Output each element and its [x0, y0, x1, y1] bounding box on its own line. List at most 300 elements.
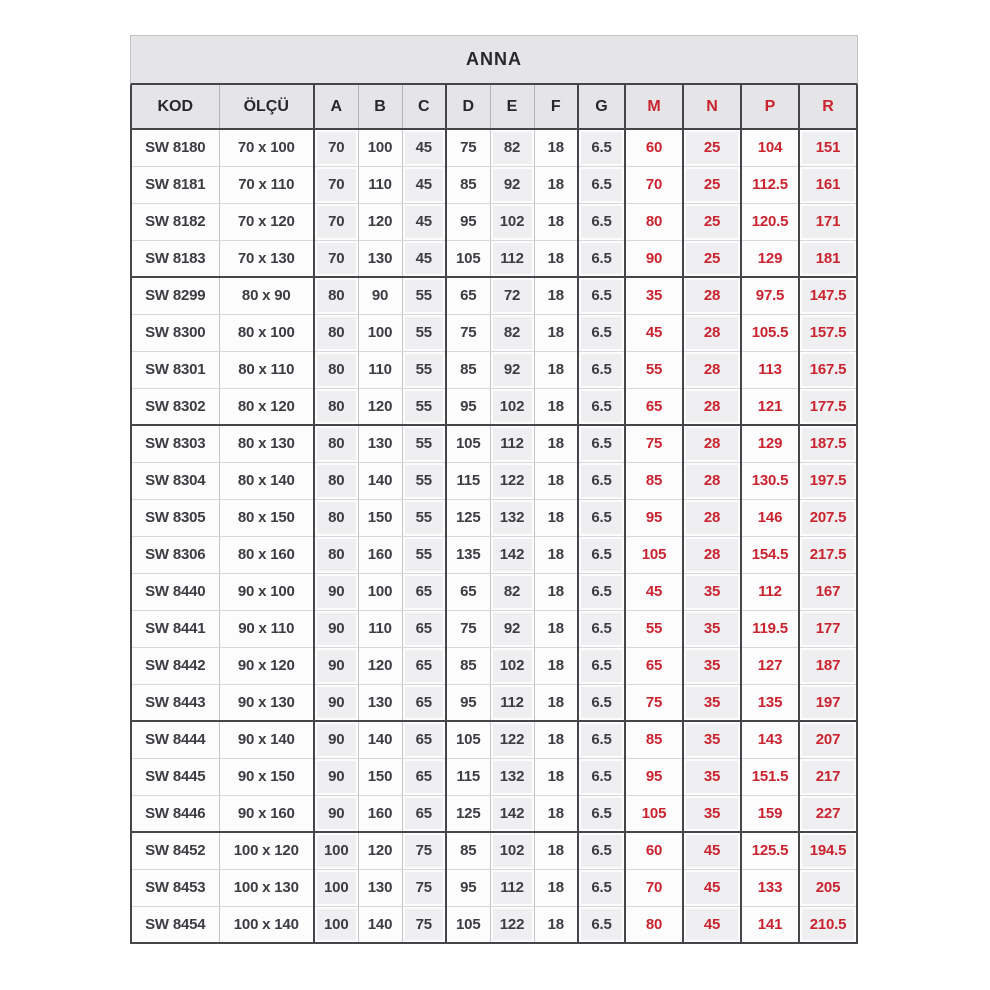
header-row	[131, 85, 857, 129]
cell-f: 18	[534, 388, 578, 425]
cell-r: 167.5	[799, 351, 857, 388]
cell-r: 205	[799, 869, 857, 906]
cell-kod: SW 8305	[131, 499, 219, 536]
cell-n: 25	[683, 240, 741, 277]
cell-p: 113	[741, 351, 799, 388]
cell-e: 92	[490, 351, 534, 388]
cell-m: 65	[625, 388, 683, 425]
table-row	[131, 536, 857, 573]
cell-b: 110	[358, 166, 402, 203]
cell-n: 28	[683, 388, 741, 425]
cell-b: 150	[358, 758, 402, 795]
cell-g: 6.5	[578, 610, 625, 647]
cell-g: 6.5	[578, 166, 625, 203]
cell-b: 160	[358, 536, 402, 573]
cell-e: 82	[490, 129, 534, 166]
cell-olcu: 90 x 120	[219, 647, 314, 684]
cell-e: 82	[490, 573, 534, 610]
col-header-n: N	[683, 85, 741, 129]
cell-m: 75	[625, 425, 683, 462]
cell-olcu: 100 x 130	[219, 869, 314, 906]
cell-m: 80	[625, 203, 683, 240]
cell-d: 115	[446, 462, 490, 499]
cell-a: 80	[314, 499, 358, 536]
cell-f: 18	[534, 758, 578, 795]
cell-olcu: 80 x 90	[219, 277, 314, 314]
table-row	[131, 832, 857, 869]
cell-a: 80	[314, 351, 358, 388]
cell-n: 28	[683, 314, 741, 351]
table-row	[131, 425, 857, 462]
cell-c: 75	[402, 832, 446, 869]
cell-d: 85	[446, 351, 490, 388]
cell-g: 6.5	[578, 573, 625, 610]
cell-olcu: 80 x 130	[219, 425, 314, 462]
cell-b: 130	[358, 869, 402, 906]
cell-olcu: 70 x 110	[219, 166, 314, 203]
cell-a: 90	[314, 758, 358, 795]
cell-r: 187.5	[799, 425, 857, 462]
cell-b: 140	[358, 462, 402, 499]
cell-r: 227	[799, 795, 857, 832]
cell-kod: SW 8441	[131, 610, 219, 647]
cell-c: 65	[402, 573, 446, 610]
cell-d: 95	[446, 203, 490, 240]
cell-e: 142	[490, 795, 534, 832]
cell-m: 55	[625, 610, 683, 647]
cell-n: 28	[683, 536, 741, 573]
cell-g: 6.5	[578, 240, 625, 277]
cell-f: 18	[534, 240, 578, 277]
cell-p: 129	[741, 425, 799, 462]
cell-olcu: 80 x 150	[219, 499, 314, 536]
cell-r: 187	[799, 647, 857, 684]
col-header-d: D	[446, 85, 490, 129]
cell-g: 6.5	[578, 462, 625, 499]
table-row	[131, 166, 857, 203]
cell-f: 18	[534, 536, 578, 573]
cell-f: 18	[534, 869, 578, 906]
cell-m: 75	[625, 684, 683, 721]
cell-n: 35	[683, 610, 741, 647]
cell-r: 197.5	[799, 462, 857, 499]
cell-p: 146	[741, 499, 799, 536]
cell-a: 80	[314, 277, 358, 314]
cell-n: 35	[683, 684, 741, 721]
dimensions-table	[130, 85, 858, 944]
cell-d: 125	[446, 499, 490, 536]
cell-p: 112	[741, 573, 799, 610]
cell-p: 141	[741, 906, 799, 943]
table-body	[131, 129, 857, 943]
cell-m: 105	[625, 536, 683, 573]
cell-kod: SW 8183	[131, 240, 219, 277]
cell-p: 112.5	[741, 166, 799, 203]
cell-c: 55	[402, 351, 446, 388]
cell-r: 197	[799, 684, 857, 721]
cell-d: 135	[446, 536, 490, 573]
cell-d: 95	[446, 684, 490, 721]
cell-r: 177	[799, 610, 857, 647]
cell-b: 150	[358, 499, 402, 536]
cell-d: 85	[446, 647, 490, 684]
cell-e: 122	[490, 906, 534, 943]
cell-d: 105	[446, 906, 490, 943]
cell-n: 35	[683, 721, 741, 758]
cell-g: 6.5	[578, 684, 625, 721]
cell-olcu: 100 x 140	[219, 906, 314, 943]
cell-a: 90	[314, 610, 358, 647]
cell-r: 210.5	[799, 906, 857, 943]
cell-n: 25	[683, 129, 741, 166]
cell-kod: SW 8443	[131, 684, 219, 721]
cell-m: 55	[625, 351, 683, 388]
cell-m: 105	[625, 795, 683, 832]
cell-m: 70	[625, 166, 683, 203]
cell-g: 6.5	[578, 536, 625, 573]
cell-f: 18	[534, 425, 578, 462]
cell-r: 217	[799, 758, 857, 795]
cell-p: 127	[741, 647, 799, 684]
cell-olcu: 80 x 110	[219, 351, 314, 388]
cell-e: 112	[490, 684, 534, 721]
cell-olcu: 80 x 160	[219, 536, 314, 573]
cell-olcu: 80 x 100	[219, 314, 314, 351]
cell-c: 55	[402, 277, 446, 314]
cell-c: 65	[402, 721, 446, 758]
cell-p: 120.5	[741, 203, 799, 240]
cell-n: 28	[683, 462, 741, 499]
cell-a: 70	[314, 203, 358, 240]
col-header-kod: KOD	[131, 85, 219, 129]
cell-kod: SW 8453	[131, 869, 219, 906]
cell-c: 45	[402, 240, 446, 277]
cell-kod: SW 8452	[131, 832, 219, 869]
cell-e: 142	[490, 536, 534, 573]
cell-r: 147.5	[799, 277, 857, 314]
cell-e: 122	[490, 721, 534, 758]
cell-d: 105	[446, 425, 490, 462]
cell-e: 82	[490, 314, 534, 351]
cell-kod: SW 8306	[131, 536, 219, 573]
table-row	[131, 573, 857, 610]
cell-a: 100	[314, 832, 358, 869]
cell-m: 70	[625, 869, 683, 906]
table-row	[131, 277, 857, 314]
cell-p: 104	[741, 129, 799, 166]
cell-b: 120	[358, 203, 402, 240]
cell-d: 105	[446, 721, 490, 758]
cell-f: 18	[534, 573, 578, 610]
cell-g: 6.5	[578, 351, 625, 388]
table-row	[131, 462, 857, 499]
cell-p: 121	[741, 388, 799, 425]
cell-c: 55	[402, 536, 446, 573]
cell-f: 18	[534, 684, 578, 721]
cell-c: 75	[402, 906, 446, 943]
cell-f: 18	[534, 351, 578, 388]
cell-b: 100	[358, 129, 402, 166]
cell-kod: SW 8454	[131, 906, 219, 943]
col-header-a: A	[314, 85, 358, 129]
cell-d: 105	[446, 240, 490, 277]
cell-kod: SW 8440	[131, 573, 219, 610]
cell-a: 80	[314, 536, 358, 573]
cell-c: 55	[402, 499, 446, 536]
cell-r: 181	[799, 240, 857, 277]
cell-d: 95	[446, 388, 490, 425]
cell-m: 60	[625, 832, 683, 869]
cell-b: 130	[358, 684, 402, 721]
cell-e: 112	[490, 869, 534, 906]
cell-g: 6.5	[578, 906, 625, 943]
cell-a: 100	[314, 869, 358, 906]
cell-n: 45	[683, 832, 741, 869]
cell-c: 55	[402, 314, 446, 351]
cell-d: 75	[446, 610, 490, 647]
cell-f: 18	[534, 610, 578, 647]
cell-b: 110	[358, 610, 402, 647]
cell-p: 133	[741, 869, 799, 906]
cell-p: 143	[741, 721, 799, 758]
cell-d: 75	[446, 129, 490, 166]
cell-r: 177.5	[799, 388, 857, 425]
cell-e: 132	[490, 499, 534, 536]
cell-m: 80	[625, 906, 683, 943]
cell-e: 112	[490, 425, 534, 462]
cell-d: 125	[446, 795, 490, 832]
cell-r: 167	[799, 573, 857, 610]
cell-kod: SW 8300	[131, 314, 219, 351]
cell-d: 75	[446, 314, 490, 351]
cell-m: 35	[625, 277, 683, 314]
col-header-m: M	[625, 85, 683, 129]
cell-f: 18	[534, 795, 578, 832]
cell-p: 159	[741, 795, 799, 832]
cell-b: 120	[358, 647, 402, 684]
cell-kod: SW 8302	[131, 388, 219, 425]
cell-r: 151	[799, 129, 857, 166]
cell-g: 6.5	[578, 277, 625, 314]
cell-p: 125.5	[741, 832, 799, 869]
cell-a: 80	[314, 314, 358, 351]
cell-a: 90	[314, 684, 358, 721]
cell-g: 6.5	[578, 388, 625, 425]
cell-c: 55	[402, 388, 446, 425]
cell-g: 6.5	[578, 425, 625, 462]
cell-kod: SW 8303	[131, 425, 219, 462]
cell-b: 140	[358, 906, 402, 943]
cell-a: 90	[314, 573, 358, 610]
cell-d: 115	[446, 758, 490, 795]
cell-e: 102	[490, 388, 534, 425]
cell-olcu: 70 x 120	[219, 203, 314, 240]
cell-p: 97.5	[741, 277, 799, 314]
cell-n: 25	[683, 166, 741, 203]
cell-olcu: 90 x 130	[219, 684, 314, 721]
cell-g: 6.5	[578, 721, 625, 758]
table-row	[131, 869, 857, 906]
cell-p: 154.5	[741, 536, 799, 573]
cell-olcu: 90 x 150	[219, 758, 314, 795]
cell-n: 35	[683, 758, 741, 795]
cell-r: 161	[799, 166, 857, 203]
cell-kod: SW 8442	[131, 647, 219, 684]
cell-olcu: 80 x 120	[219, 388, 314, 425]
cell-f: 18	[534, 499, 578, 536]
cell-c: 65	[402, 647, 446, 684]
cell-kod: SW 8181	[131, 166, 219, 203]
cell-a: 90	[314, 795, 358, 832]
cell-e: 102	[490, 832, 534, 869]
table-row	[131, 203, 857, 240]
cell-n: 28	[683, 277, 741, 314]
cell-olcu: 100 x 120	[219, 832, 314, 869]
cell-g: 6.5	[578, 795, 625, 832]
cell-n: 45	[683, 869, 741, 906]
cell-kod: SW 8445	[131, 758, 219, 795]
table-row	[131, 684, 857, 721]
cell-olcu: 80 x 140	[219, 462, 314, 499]
cell-m: 95	[625, 758, 683, 795]
col-header-e: E	[490, 85, 534, 129]
cell-olcu: 90 x 110	[219, 610, 314, 647]
cell-f: 18	[534, 166, 578, 203]
cell-c: 75	[402, 869, 446, 906]
cell-e: 112	[490, 240, 534, 277]
col-header-r: R	[799, 85, 857, 129]
cell-olcu: 90 x 160	[219, 795, 314, 832]
col-header-olcu: ÖLÇÜ	[219, 85, 314, 129]
table-row	[131, 721, 857, 758]
cell-a: 90	[314, 647, 358, 684]
cell-b: 120	[358, 832, 402, 869]
table-row	[131, 906, 857, 943]
cell-f: 18	[534, 129, 578, 166]
cell-n: 45	[683, 906, 741, 943]
cell-a: 80	[314, 462, 358, 499]
cell-olcu: 90 x 100	[219, 573, 314, 610]
col-header-c: C	[402, 85, 446, 129]
cell-a: 70	[314, 240, 358, 277]
cell-r: 217.5	[799, 536, 857, 573]
cell-c: 55	[402, 462, 446, 499]
cell-f: 18	[534, 721, 578, 758]
cell-f: 18	[534, 462, 578, 499]
cell-n: 35	[683, 647, 741, 684]
cell-f: 18	[534, 314, 578, 351]
cell-m: 85	[625, 721, 683, 758]
cell-d: 65	[446, 573, 490, 610]
cell-b: 160	[358, 795, 402, 832]
cell-n: 25	[683, 203, 741, 240]
cell-g: 6.5	[578, 129, 625, 166]
cell-d: 95	[446, 869, 490, 906]
cell-g: 6.5	[578, 314, 625, 351]
table-row	[131, 499, 857, 536]
cell-g: 6.5	[578, 203, 625, 240]
table-row	[131, 129, 857, 166]
cell-b: 130	[358, 240, 402, 277]
cell-kod: SW 8444	[131, 721, 219, 758]
cell-m: 85	[625, 462, 683, 499]
table-row	[131, 240, 857, 277]
cell-r: 207	[799, 721, 857, 758]
cell-c: 65	[402, 684, 446, 721]
cell-a: 80	[314, 425, 358, 462]
cell-r: 171	[799, 203, 857, 240]
cell-m: 65	[625, 647, 683, 684]
cell-m: 90	[625, 240, 683, 277]
cell-olcu: 70 x 130	[219, 240, 314, 277]
table-row	[131, 795, 857, 832]
cell-a: 70	[314, 129, 358, 166]
cell-g: 6.5	[578, 758, 625, 795]
cell-n: 35	[683, 795, 741, 832]
cell-p: 129	[741, 240, 799, 277]
cell-r: 207.5	[799, 499, 857, 536]
table-title: ANNA	[130, 35, 858, 85]
cell-m: 60	[625, 129, 683, 166]
table-row	[131, 758, 857, 795]
cell-p: 105.5	[741, 314, 799, 351]
cell-b: 140	[358, 721, 402, 758]
cell-p: 119.5	[741, 610, 799, 647]
cell-c: 65	[402, 795, 446, 832]
cell-f: 18	[534, 906, 578, 943]
cell-e: 102	[490, 647, 534, 684]
cell-n: 35	[683, 573, 741, 610]
cell-f: 18	[534, 647, 578, 684]
spec-table	[130, 35, 858, 944]
cell-b: 130	[358, 425, 402, 462]
cell-kod: SW 8182	[131, 203, 219, 240]
col-header-g: G	[578, 85, 625, 129]
cell-d: 85	[446, 166, 490, 203]
col-header-f: F	[534, 85, 578, 129]
cell-a: 100	[314, 906, 358, 943]
cell-e: 122	[490, 462, 534, 499]
cell-r: 157.5	[799, 314, 857, 351]
cell-g: 6.5	[578, 647, 625, 684]
cell-n: 28	[683, 425, 741, 462]
cell-c: 45	[402, 129, 446, 166]
cell-d: 65	[446, 277, 490, 314]
cell-n: 28	[683, 499, 741, 536]
cell-g: 6.5	[578, 869, 625, 906]
cell-olcu: 90 x 140	[219, 721, 314, 758]
table-row	[131, 314, 857, 351]
cell-c: 65	[402, 610, 446, 647]
cell-m: 45	[625, 314, 683, 351]
cell-e: 72	[490, 277, 534, 314]
cell-kod: SW 8304	[131, 462, 219, 499]
cell-kod: SW 8180	[131, 129, 219, 166]
cell-f: 18	[534, 277, 578, 314]
cell-c: 45	[402, 203, 446, 240]
cell-c: 45	[402, 166, 446, 203]
cell-b: 120	[358, 388, 402, 425]
cell-b: 100	[358, 573, 402, 610]
cell-g: 6.5	[578, 499, 625, 536]
cell-b: 100	[358, 314, 402, 351]
cell-a: 90	[314, 721, 358, 758]
cell-p: 151.5	[741, 758, 799, 795]
cell-e: 92	[490, 166, 534, 203]
table-row	[131, 351, 857, 388]
cell-olcu: 70 x 100	[219, 129, 314, 166]
table-row	[131, 610, 857, 647]
